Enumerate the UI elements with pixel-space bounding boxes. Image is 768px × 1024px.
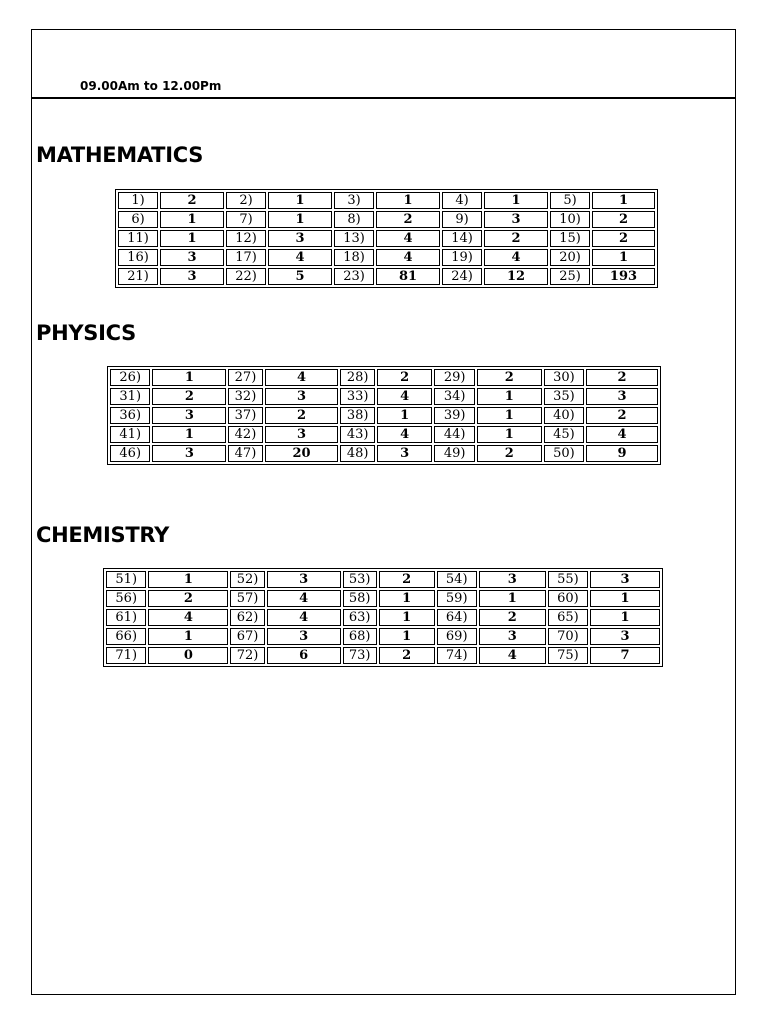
question-number: 71) (106, 647, 146, 664)
answer-value: 4 (265, 369, 339, 386)
question-number: 29) (434, 369, 474, 386)
answer-value: 3 (268, 230, 332, 247)
answer-value: 3 (590, 571, 660, 588)
question-number: 74) (437, 647, 477, 664)
question-number: 39) (434, 407, 474, 424)
answer-value: 1 (590, 590, 660, 607)
question-number: 31) (110, 388, 150, 405)
table-row (106, 609, 660, 626)
question-number: 64) (437, 609, 477, 626)
answer-value: 2 (148, 590, 228, 607)
answer-value: 81 (376, 268, 440, 285)
question-number: 24) (442, 268, 482, 285)
answer-value: 2 (586, 369, 658, 386)
question-number: 8) (334, 211, 374, 228)
answer-value: 2 (376, 211, 440, 228)
question-number: 15) (550, 230, 590, 247)
answer-value: 3 (160, 249, 224, 266)
answer-value: 7 (590, 647, 660, 664)
question-number: 14) (442, 230, 482, 247)
answer-value: 2 (379, 571, 435, 588)
answer-value: 3 (267, 628, 341, 645)
question-number: 49) (434, 445, 474, 462)
answer-value: 3 (377, 445, 433, 462)
answer-value: 2 (586, 407, 658, 424)
question-number: 54) (437, 571, 477, 588)
answer-value: 1 (376, 192, 440, 209)
question-number: 30) (544, 369, 584, 386)
question-number: 73) (343, 647, 377, 664)
question-number: 67) (230, 628, 264, 645)
question-number: 56) (106, 590, 146, 607)
answer-value: 193 (592, 268, 655, 285)
answer-value: 1 (484, 192, 548, 209)
section-title-physics: PHYSICS (36, 321, 136, 345)
table-row (118, 211, 655, 228)
answer-value: 1 (160, 211, 224, 228)
table-row (118, 192, 655, 209)
answer-table-chemistry (103, 568, 663, 667)
table-row (106, 590, 660, 607)
question-number: 35) (544, 388, 584, 405)
answer-value: 1 (379, 628, 435, 645)
question-number: 69) (437, 628, 477, 645)
question-number: 4) (442, 192, 482, 209)
answer-value: 4 (268, 249, 332, 266)
table-row (118, 230, 655, 247)
answer-value: 2 (592, 230, 655, 247)
answer-value: 2 (592, 211, 655, 228)
header-rule (32, 97, 735, 99)
answer-value: 2 (160, 192, 224, 209)
question-number: 47) (228, 445, 262, 462)
question-number: 66) (106, 628, 146, 645)
question-number: 41) (110, 426, 150, 443)
question-number: 16) (118, 249, 158, 266)
question-number: 72) (230, 647, 264, 664)
question-number: 52) (230, 571, 264, 588)
question-number: 1) (118, 192, 158, 209)
answer-value: 1 (477, 426, 542, 443)
answer-value: 3 (479, 628, 546, 645)
answer-value: 1 (152, 426, 226, 443)
question-number: 48) (340, 445, 374, 462)
question-number: 65) (548, 609, 588, 626)
question-number: 11) (118, 230, 158, 247)
question-number: 18) (334, 249, 374, 266)
question-number: 75) (548, 647, 588, 664)
question-number: 42) (228, 426, 262, 443)
answer-value: 1 (379, 590, 435, 607)
question-number: 2) (226, 192, 266, 209)
question-number: 68) (343, 628, 377, 645)
question-number: 23) (334, 268, 374, 285)
question-number: 9) (442, 211, 482, 228)
question-number: 12) (226, 230, 266, 247)
question-number: 20) (550, 249, 590, 266)
table-row (106, 628, 660, 645)
question-number: 51) (106, 571, 146, 588)
question-number: 32) (228, 388, 262, 405)
question-number: 10) (550, 211, 590, 228)
answer-table-physics (107, 366, 661, 465)
question-number: 27) (228, 369, 262, 386)
exam-timing: 09.00Am to 12.00Pm (80, 79, 222, 93)
question-number: 37) (228, 407, 262, 424)
table-row (110, 388, 658, 405)
question-number: 61) (106, 609, 146, 626)
question-number: 5) (550, 192, 590, 209)
question-number: 50) (544, 445, 584, 462)
answer-value: 1 (160, 230, 224, 247)
question-number: 36) (110, 407, 150, 424)
answer-value: 3 (265, 388, 339, 405)
question-number: 57) (230, 590, 264, 607)
question-number: 44) (434, 426, 474, 443)
question-number: 22) (226, 268, 266, 285)
question-number: 46) (110, 445, 150, 462)
question-number: 70) (548, 628, 588, 645)
answer-value: 1 (152, 369, 226, 386)
answer-value: 5 (268, 268, 332, 285)
answer-value: 1 (477, 407, 542, 424)
table-row (106, 647, 660, 664)
answer-value: 2 (477, 369, 542, 386)
table-row (118, 249, 655, 266)
answer-value: 4 (267, 590, 341, 607)
question-number: 33) (340, 388, 374, 405)
answer-value: 4 (376, 230, 440, 247)
answer-value: 2 (479, 609, 546, 626)
answer-value: 1 (148, 571, 228, 588)
answer-value: 2 (477, 445, 542, 462)
answer-value: 0 (148, 647, 228, 664)
answer-value: 2 (265, 407, 339, 424)
answer-value: 3 (586, 388, 658, 405)
answer-value: 3 (484, 211, 548, 228)
answer-value: 6 (267, 647, 341, 664)
answer-value: 4 (484, 249, 548, 266)
question-number: 13) (334, 230, 374, 247)
answer-value: 1 (379, 609, 435, 626)
answer-value: 1 (477, 388, 542, 405)
answer-value: 1 (479, 590, 546, 607)
question-number: 58) (343, 590, 377, 607)
answer-value: 3 (265, 426, 339, 443)
answer-value: 4 (479, 647, 546, 664)
question-number: 6) (118, 211, 158, 228)
question-number: 25) (550, 268, 590, 285)
question-number: 43) (340, 426, 374, 443)
answer-value: 1 (268, 211, 332, 228)
answer-value: 1 (592, 249, 655, 266)
answer-value: 4 (377, 388, 433, 405)
answer-value: 1 (377, 407, 433, 424)
table-row (106, 571, 660, 588)
answer-value: 1 (590, 609, 660, 626)
table-row (110, 426, 658, 443)
answer-value: 12 (484, 268, 548, 285)
section-title-mathematics: MATHEMATICS (36, 143, 204, 167)
answer-value: 4 (148, 609, 228, 626)
answer-value: 2 (379, 647, 435, 664)
question-number: 3) (334, 192, 374, 209)
question-number: 45) (544, 426, 584, 443)
table-row (110, 407, 658, 424)
table-row (110, 445, 658, 462)
answer-value: 3 (267, 571, 341, 588)
table-row (118, 268, 655, 285)
answer-value: 3 (479, 571, 546, 588)
question-number: 40) (544, 407, 584, 424)
question-number: 62) (230, 609, 264, 626)
answer-value: 2 (152, 388, 226, 405)
answer-value: 3 (160, 268, 224, 285)
answer-value: 4 (586, 426, 658, 443)
answer-value: 20 (265, 445, 339, 462)
question-number: 19) (442, 249, 482, 266)
answer-value: 2 (377, 369, 433, 386)
question-number: 60) (548, 590, 588, 607)
question-number: 21) (118, 268, 158, 285)
question-number: 17) (226, 249, 266, 266)
answer-value: 3 (590, 628, 660, 645)
answer-value: 3 (152, 407, 226, 424)
question-number: 7) (226, 211, 266, 228)
answer-value: 2 (484, 230, 548, 247)
answer-value: 4 (376, 249, 440, 266)
section-title-chemistry: CHEMISTRY (36, 523, 170, 547)
question-number: 55) (548, 571, 588, 588)
question-number: 28) (340, 369, 374, 386)
answer-table-mathematics (115, 189, 658, 288)
answer-value: 3 (152, 445, 226, 462)
question-number: 26) (110, 369, 150, 386)
question-number: 53) (343, 571, 377, 588)
question-number: 38) (340, 407, 374, 424)
answer-value: 9 (586, 445, 658, 462)
question-number: 63) (343, 609, 377, 626)
answer-value: 1 (592, 192, 655, 209)
question-number: 34) (434, 388, 474, 405)
answer-value: 1 (268, 192, 332, 209)
answer-value: 1 (148, 628, 228, 645)
answer-value: 4 (377, 426, 433, 443)
answer-value: 4 (267, 609, 341, 626)
question-number: 59) (437, 590, 477, 607)
page-border (31, 29, 736, 995)
table-row (110, 369, 658, 386)
